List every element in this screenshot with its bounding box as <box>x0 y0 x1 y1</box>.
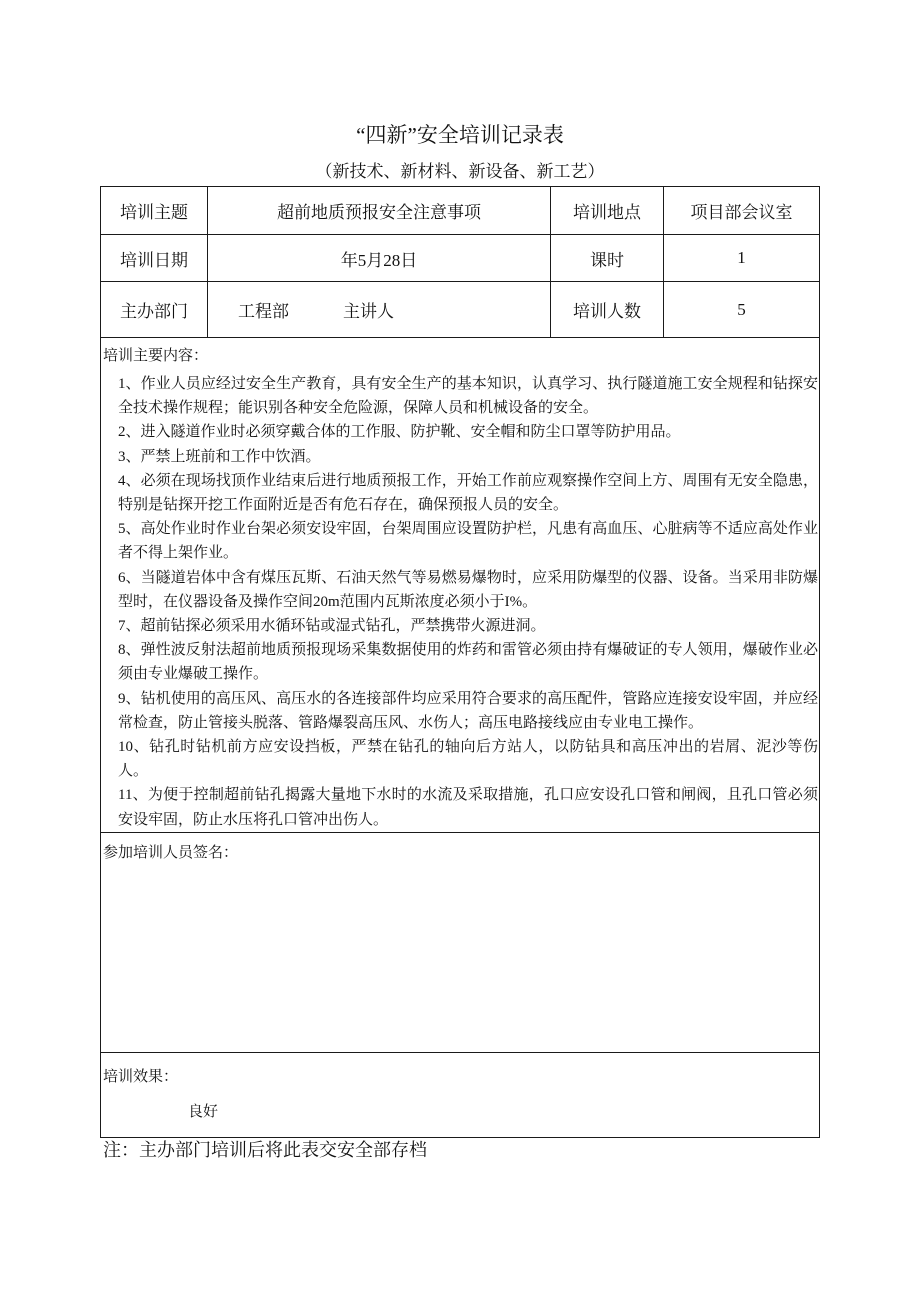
department-label-cell <box>101 282 208 338</box>
content-item: 10、钻孔时钻机前方应安设挡板，严禁在钻孔的轴向后方站人，以防钻具和高压冲出的岩屑、泥沙等伤人。 <box>118 739 818 780</box>
location-value: 项目部会议室 <box>690 203 793 222</box>
hours-value-cell <box>664 235 820 282</box>
content-item: 1、作业人员应经过安全生产教育，具有安全生产的基本知识，认真学习、执行隧道施工安全规程和钻探安全技术操作规程；能识别各种安全危险源，保障人员和机械设备的安全。 <box>118 376 818 417</box>
department-label: 主办部门 <box>120 302 188 321</box>
topic-value-cell <box>208 187 551 235</box>
topic-value: 超前地质预报安全注意事项 <box>277 203 481 222</box>
date-label-cell <box>101 235 208 282</box>
attendees-label-cell <box>551 282 664 338</box>
hours-label: 课时 <box>590 250 624 270</box>
content-item: 9、钻机使用的高压风、高压水的各连接部件均应采用符合要求的高压配件，管路应连接安设牢固，并应经常检查，防止管接头脱落、管路爆裂高压风、水伤人；高压电路接线应由专业电工操作。 <box>118 690 818 731</box>
signature-label: 参加培训人员签名： <box>103 845 239 861</box>
hours-label-cell <box>551 235 664 282</box>
effect-cell <box>101 1053 820 1138</box>
document-subtitle: （新技术、新材料、新设备、新工艺） <box>315 162 605 181</box>
attendees-value-cell <box>664 282 820 338</box>
topic-label: 培训主题 <box>120 203 188 222</box>
location-label: 培训地点 <box>573 203 641 222</box>
attendees-label: 培训人数 <box>573 302 641 321</box>
lecturer-label: 主讲人 <box>343 302 394 321</box>
content-item: 5、高处作业时作业台架必须安设牢固，台架周围应设置防护栏，凡患有高血压、心脏病等不适应高处作业者不得上架作业。 <box>118 521 818 562</box>
date-value-cell <box>208 235 551 282</box>
department-lecturer-cell <box>208 282 551 338</box>
content-list <box>118 372 818 832</box>
content-item: 6、当隧道岩体中含有煤压瓦斯、石油天然气等易燃易爆物时，应采用防爆型的仪器、设备。当采用非防爆型时，在仪器设备及操作空间20m范围内瓦斯浓度必须小于I%。 <box>118 569 818 610</box>
department-value: 工程部 <box>238 302 289 321</box>
location-value-cell <box>664 187 820 235</box>
location-label-cell <box>551 187 664 235</box>
effect-value: 良好 <box>188 1104 219 1120</box>
training-record-table <box>100 186 820 1138</box>
date-label: 培训日期 <box>120 250 188 270</box>
content-item: 7、超前钻探必须采用水循环钻或湿式钻孔，严禁携带火源进洞。 <box>118 618 546 635</box>
signature-cell <box>101 833 820 1053</box>
training-content-cell <box>101 338 820 833</box>
footer-note: 注：主办部门培训后将此表交安全部存档 <box>103 1140 427 1160</box>
topic-label-cell <box>101 187 208 235</box>
date-value: 年5月28日 <box>340 250 418 270</box>
content-label: 培训主要内容： <box>103 348 209 364</box>
content-item: 8、弹性波反射法超前地质预报现场采集数据使用的炸药和雷管必须由持有爆破证的专人领用，爆破作业必须由专业爆破工操作。 <box>118 642 818 683</box>
content-item: 4、必须在现场找顶作业结束后进行地质预报工作，开始工作前应观察操作空间上方、周围有无安全隐患，特别是钻探开挖工作面附近是否有危石存在，确保预报人员的安全。 <box>118 472 818 514</box>
content-item: 2、进入隧道作业时必须穿戴合体的工作服、防护靴、安全帽和防尘口罩等防护用品。 <box>118 424 681 441</box>
hours-value: 1 <box>737 248 746 267</box>
content-item: 3、严禁上班前和工作中饮酒。 <box>118 448 321 465</box>
effect-label: 培训效果： <box>103 1069 179 1085</box>
attendees-value: 5 <box>737 299 746 319</box>
document-title: “四新”安全培训记录表 <box>356 123 564 147</box>
content-item: 11、为便于控制超前钻孔揭露大量地下水时的水流及采取措施，孔口应安设孔口管和闸阀，且孔口管必须安设牢固，防止水压将孔口管冲出伤人。 <box>118 787 818 828</box>
